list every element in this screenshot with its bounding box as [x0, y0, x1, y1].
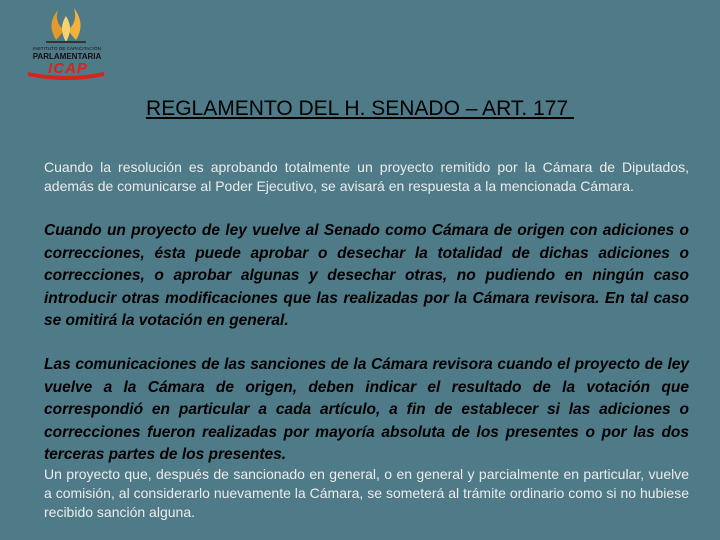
paragraph-communications: Las comunicaciones de las sanciones de la Cámara revisora cuando el proyecto de ley vuelve a la Cámara de origen, deben indicar el resultado de la votación que correspondió en particular a cada artículo, a fin de establecer si las adiciones o correcciones fueron realizadas por mayoría absoluta de los presentes o por las dos terceras partes de los presentes. [44, 356, 689, 463]
logo-parlamentaria-text: PARLAMENTARIA [32, 52, 102, 61]
paragraph-chamber-origin: Cuando un proyecto de ley vuelve al Senado como Cámara de origen con adiciones o correcciones, ésta puede aprobar o desechar la totalidad de dichas adiciones o correcciones, o aprobar algunas y desechar otras, no pudiendo en ningún caso introducir otras modificaciones que las realizadas por la Cámara revisora. En tal caso se omitirá la votación en general. [44, 222, 689, 329]
paragraph-approval-notice: Cuando la resolución es aprobando totalmente un proyecto remitido por la Cámara de Diputados, además de comunicarse al Poder Ejecutivo, se avisará en respuesta a la mencionada Cámara. [44, 159, 689, 194]
logo-institute-text: INSTITUTO DE CAPACITACIÓN [32, 46, 101, 51]
page-title: REGLAMENTO DEL H. SENADO – ART. 177 [146, 97, 574, 120]
logo-brand-text: ICAP [48, 60, 88, 77]
paragraph-return-commission: Un proyecto que, después de sancionado en general, o en general y parcialmente en particular, vuelve a comisión, al considerarlo nuevamente la Cámara, se someterá al trámite ordinario como si no hubiese recibido sanción alguna. [44, 466, 689, 520]
icap-logo [18, 0, 114, 80]
